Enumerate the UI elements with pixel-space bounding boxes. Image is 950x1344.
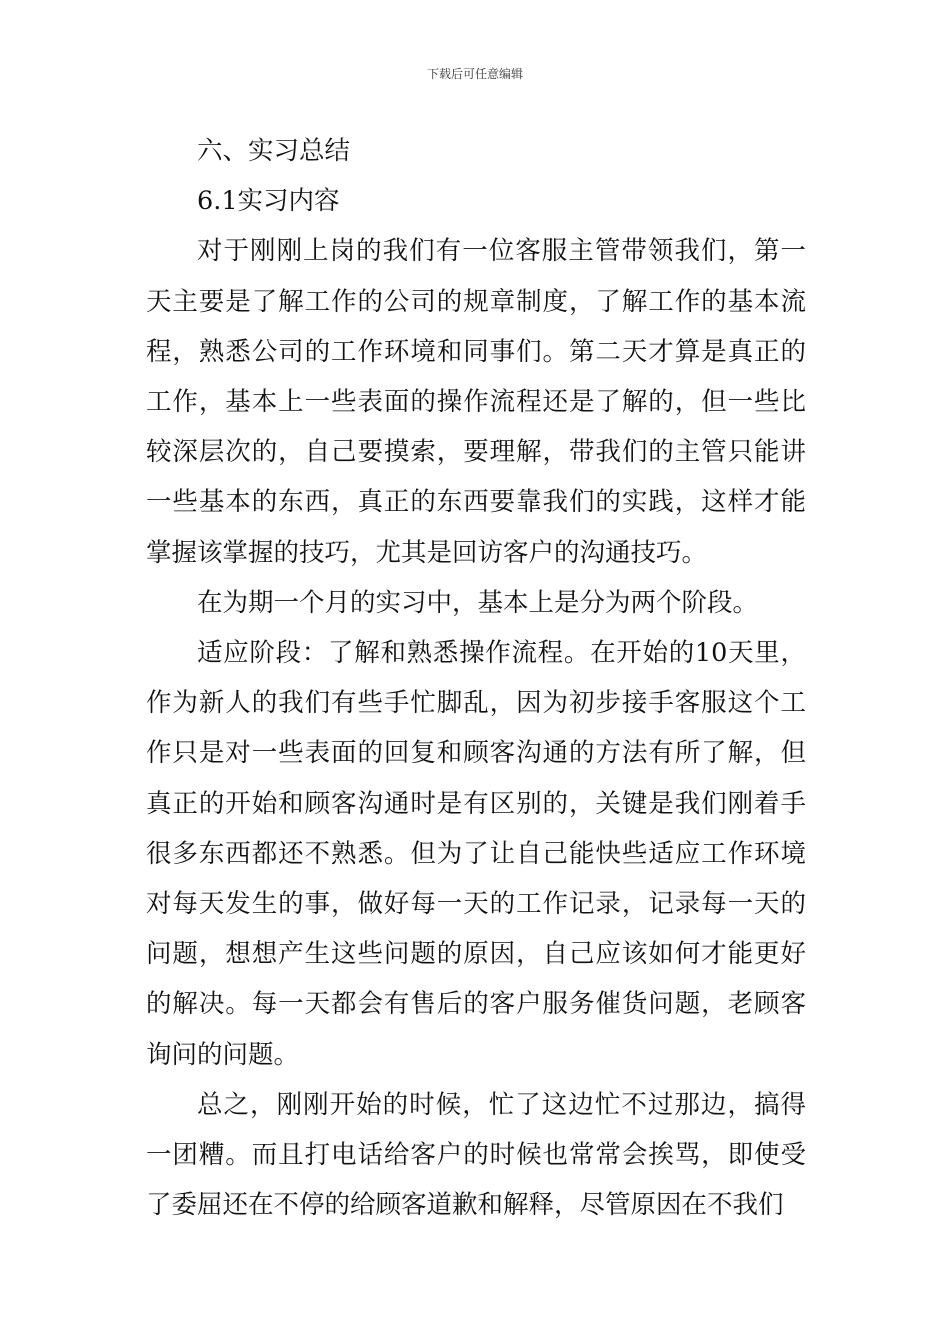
section-title: 六、实习总结 [197, 136, 351, 166]
subsection-title: 6.1实习内容 [197, 186, 340, 217]
paragraph-two-stages: 在为期一个月的实习中，基本上是分为两个阶段。 [197, 587, 759, 618]
document-body [146, 126, 806, 1230]
page-header: 下载后可任意编辑 [426, 67, 523, 81]
paragraph-onboarding: 对于刚刚上岗的我们有一位客服主管带领我们，第一天主要是了解工作的公司的规章制度，了解工作的基本流程，熟悉公司的工作环境和同事们。第二天才算是真正的工作，基本上一些表面的操作流程还是了解的，但一些比较深层次的，自己要摸索，要理解，带我们的主管只能讲一些基本的东西，真正的东西要靠我们的实践，这样才能掌握该掌握的技巧，尤其是回访客户的沟通技巧。 [146, 236, 806, 568]
paragraph-summary: 总之，刚刚开始的时候，忙了这边忙不过那边，搞得一团糟。而且打电话给客户的时候也常常会挨骂，即使受了委屈还在不停的给顾客道歉和解释，尽管原因在不我们 [146, 1089, 806, 1221]
paragraph-adaptation-stage: 适应阶段：了解和熟悉操作流程。在开始的10天里，作为新人的我们有些手忙脚乱，因为初步接手客服这个工作只是对一些表面的回复和顾客沟通的方法有所了解，但真正的开始和顾客沟通时是有区别的，关键是我们刚着手很多东西都还不熟悉。但为了让自己能快些适应工作环境对每天发生的事，做好每一天的工作记录，记录每一天的问题，想想产生这些问题的原因，自己应该如何才能更好的解决。每一天都会有售后的客户服务催货问题，老顾客询问的问题。 [146, 638, 806, 1070]
